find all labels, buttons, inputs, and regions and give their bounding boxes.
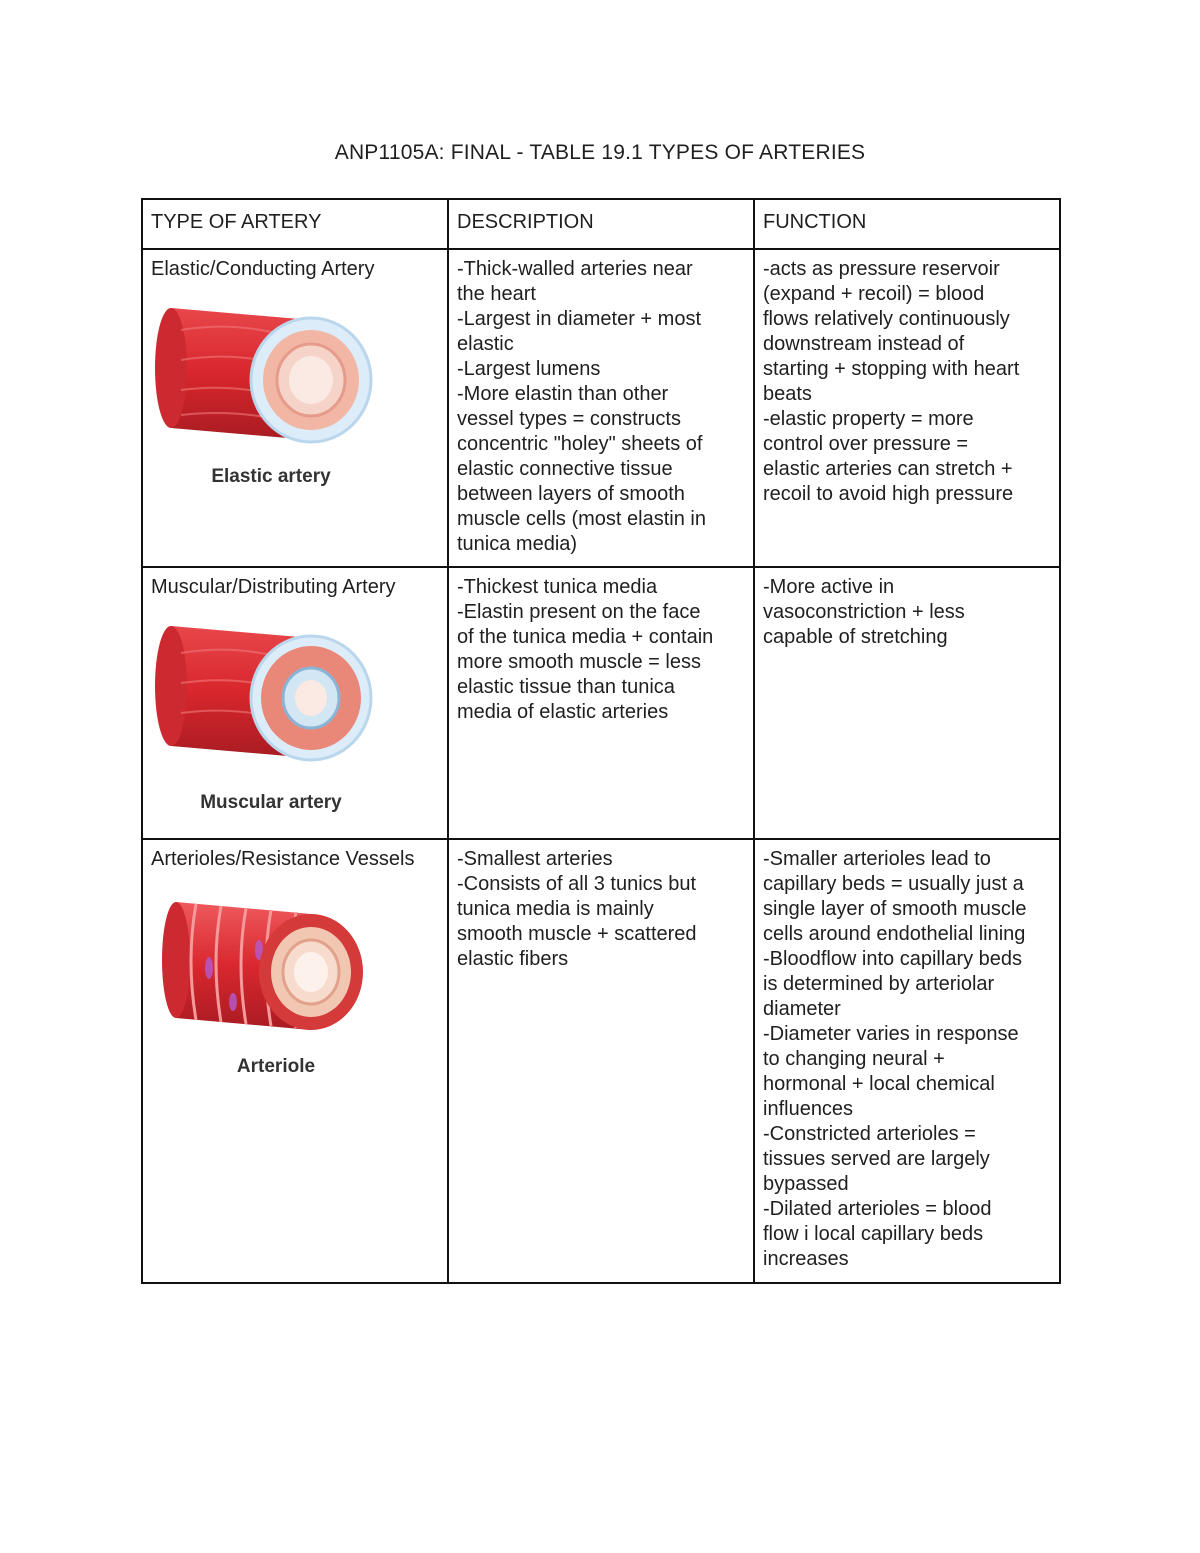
- description-line: elastic tissue than tunica: [457, 676, 675, 698]
- description-line: elastic: [457, 333, 514, 355]
- table-row: [142, 839, 1060, 1283]
- header-type: TYPE OF ARTERY: [142, 199, 448, 249]
- description-line: concentric "holey" sheets of: [457, 433, 703, 455]
- function-line: diameter: [763, 998, 841, 1020]
- description-line: tunica media is mainly: [457, 898, 654, 920]
- elastic-artery-illustration: [151, 290, 391, 500]
- artery-type-label: Elastic/Conducting Artery: [151, 258, 375, 280]
- function-line: downstream instead of: [763, 333, 965, 355]
- function-line: is determined by arteriolar: [763, 973, 995, 995]
- artery-type-label: Arterioles/Resistance Vessels: [151, 848, 415, 870]
- header-description: DESCRIPTION: [448, 199, 754, 249]
- function-line: bypassed: [763, 1173, 849, 1195]
- description-line: between layers of smooth: [457, 483, 685, 505]
- elastic-artery-caption: Elastic artery: [211, 466, 331, 487]
- table-header-row: [142, 199, 1060, 249]
- description-line: elastic connective tissue: [457, 458, 673, 480]
- description-line: of the tunica media + contain: [457, 626, 714, 648]
- description-line: vessel types = constructs: [457, 408, 681, 430]
- description-line: -Largest lumens: [457, 358, 601, 380]
- function-line: single layer of smooth muscle: [763, 898, 1027, 920]
- function-cell: [754, 567, 1060, 839]
- arteriole-caption: Arteriole: [236, 1056, 316, 1077]
- function-line: (expand + recoil) = blood: [763, 283, 985, 305]
- description-line: -Thickest tunica media: [457, 576, 658, 598]
- type-cell: [142, 567, 448, 839]
- function-line: flow i local capillary beds: [763, 1223, 984, 1245]
- description-line: media of elastic arteries: [457, 701, 669, 723]
- function-cell: [754, 839, 1060, 1283]
- description-line: -Consists of all 3 tunics but: [457, 873, 696, 895]
- artery-types-table: [141, 198, 1061, 1284]
- type-cell: [142, 839, 448, 1283]
- muscular-artery-caption: Muscular artery: [200, 792, 342, 813]
- function-line: tissues served are largely: [763, 1148, 990, 1170]
- description-line: elastic fibers: [457, 948, 569, 970]
- function-line: cells around endothelial lining: [763, 923, 1026, 945]
- function-line: recoil to avoid high pressure: [763, 483, 1014, 505]
- function-line: hormonal + local chemical: [763, 1073, 995, 1095]
- function-line: vasoconstriction + less: [763, 601, 965, 623]
- arteriole-illustration: [151, 880, 391, 1090]
- table-row: [142, 567, 1060, 839]
- function-line: -Smaller arterioles lead to: [763, 848, 991, 870]
- function-line: elastic arteries can stretch +: [763, 458, 1013, 480]
- muscular-artery-illustration: [151, 608, 391, 823]
- description-line: -Smallest arteries: [457, 848, 613, 870]
- function-line: -Bloodflow into capillary beds: [763, 948, 1023, 970]
- description-line: smooth muscle + scattered: [457, 923, 697, 945]
- function-cell: [754, 249, 1060, 567]
- function-line: beats: [763, 383, 812, 405]
- description-line: muscle cells (most elastin in: [457, 508, 706, 530]
- description-line: -Elastin present on the face: [457, 601, 701, 623]
- type-cell: [142, 249, 448, 567]
- description-cell: [448, 567, 754, 839]
- table-row: [142, 249, 1060, 567]
- description-line: more smooth muscle = less: [457, 651, 701, 673]
- function-line: -elastic property = more: [763, 408, 974, 430]
- description-line: -Thick-walled arteries near: [457, 258, 693, 280]
- description-cell: [448, 249, 754, 567]
- function-line: -acts as pressure reservoir: [763, 258, 1000, 280]
- function-line: -Diameter varies in response: [763, 1023, 1019, 1045]
- description-cell: [448, 839, 754, 1283]
- function-line: -Constricted arterioles =: [763, 1123, 976, 1145]
- function-line: increases: [763, 1248, 849, 1270]
- function-line: -More active in: [763, 576, 895, 598]
- function-line: flows relatively continuously: [763, 308, 1010, 330]
- function-line: control over pressure =: [763, 433, 969, 455]
- function-line: -Dilated arterioles = blood: [763, 1198, 992, 1220]
- description-line: tunica media): [457, 533, 578, 555]
- description-line: -Largest in diameter + most: [457, 308, 701, 330]
- function-line: starting + stopping with heart: [763, 358, 1020, 380]
- description-line: the heart: [457, 283, 536, 305]
- header-function: FUNCTION: [754, 199, 1060, 249]
- page-title: ANP1105A: FINAL - TABLE 19.1 TYPES OF ARTERIES: [334, 141, 866, 164]
- function-line: capable of stretching: [763, 626, 948, 648]
- function-line: influences: [763, 1098, 854, 1120]
- artery-type-label: Muscular/Distributing Artery: [151, 576, 396, 598]
- function-line: capillary beds = usually just a: [763, 873, 1024, 895]
- description-line: -More elastin than other: [457, 383, 669, 405]
- function-line: to changing neural +: [763, 1048, 945, 1070]
